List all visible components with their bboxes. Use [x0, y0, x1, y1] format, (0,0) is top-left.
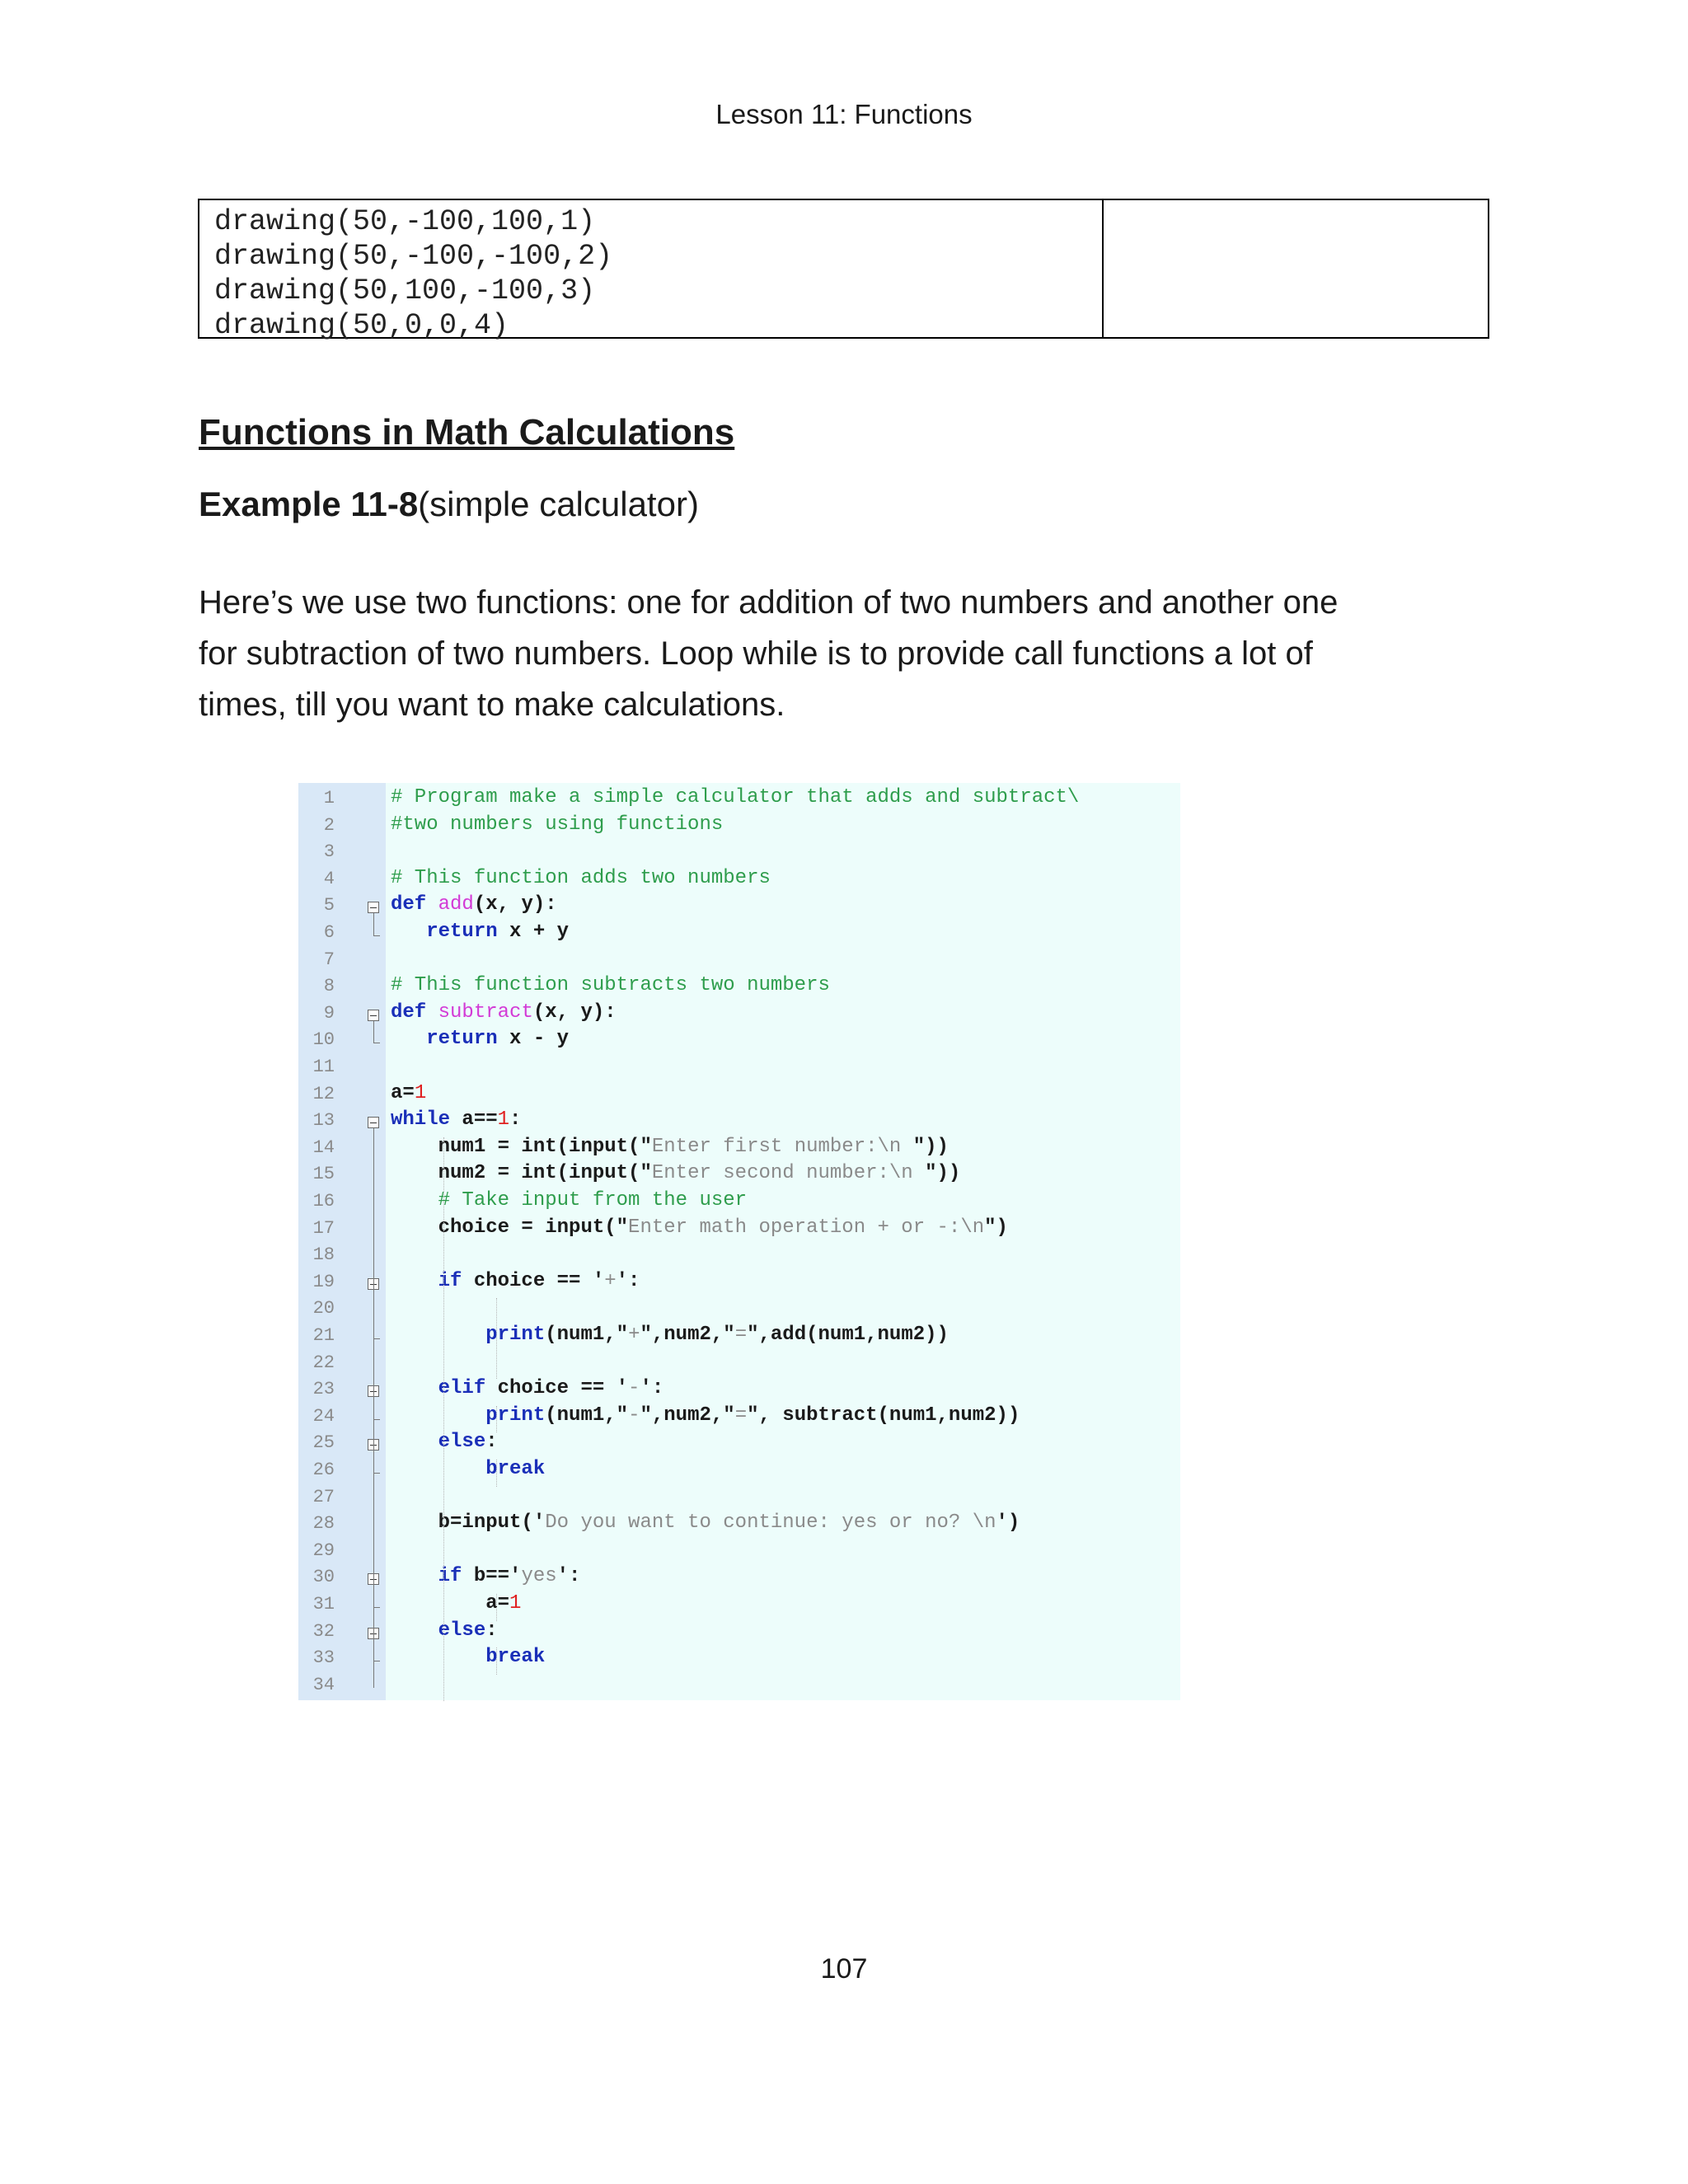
code-line: num2 = int(input("Enter second number:\n "))	[391, 1162, 961, 1185]
line-number: 7	[323, 949, 335, 970]
line-number: 32	[312, 1620, 335, 1642]
code-line: print(num1,"+",num2,"=",add(num1,num2))	[485, 1324, 949, 1346]
fold-toggle-icon[interactable]	[368, 1010, 379, 1021]
code-line: #two numbers using functions	[391, 813, 724, 836]
line-number: 2	[323, 814, 335, 836]
line-number: 11	[312, 1057, 335, 1077]
fold-line	[373, 1128, 374, 1688]
page-number: 107	[820, 1953, 868, 1985]
code-line: while a==1:	[391, 1108, 522, 1132]
fold-toggle-icon[interactable]	[368, 902, 379, 913]
line-number: 23	[312, 1379, 335, 1400]
code-editor-screenshot	[298, 783, 1180, 1700]
line-number: 6	[323, 922, 335, 943]
code-line: # This function adds two numbers	[391, 866, 771, 889]
code-line: a=1	[391, 1081, 427, 1104]
line-number-gutter	[298, 783, 364, 1700]
line-number: 34	[312, 1674, 335, 1695]
line-number: 5	[323, 895, 335, 916]
code-line: drawing(50,-100,-100,2)	[214, 240, 613, 273]
line-number: 27	[312, 1486, 335, 1507]
fold-toggle-icon[interactable]	[368, 1117, 379, 1128]
code-line: if b=='yes':	[438, 1565, 581, 1588]
line-number: 28	[312, 1513, 335, 1535]
code-line: # Program make a simple calculator that adds and subtract\	[391, 786, 1080, 808]
code-line: drawing(50,-100,100,1)	[214, 205, 596, 238]
example-title	[199, 485, 699, 524]
line-number: 24	[312, 1405, 335, 1427]
fold-end-mark	[373, 1419, 380, 1420]
line-number: 17	[312, 1217, 335, 1239]
indent-guide	[496, 1406, 497, 1433]
line-number: 13	[312, 1110, 335, 1132]
section-title: Functions in Math Calculations	[199, 412, 735, 452]
indent-guide	[443, 1137, 444, 1702]
line-number: 10	[312, 1029, 335, 1051]
line-number: 20	[312, 1298, 335, 1319]
code-line: # Take input from the user	[438, 1189, 748, 1212]
line-number: 26	[312, 1460, 335, 1480]
paragraph-line: times, till you want to make calculations.	[199, 687, 785, 723]
example-subtitle: (simple calculator)	[418, 485, 699, 523]
line-number: 3	[323, 841, 335, 863]
code-area	[386, 783, 1180, 1700]
paragraph-line: Here’s we use two functions: one for addition of two numbers and another one	[199, 584, 1339, 621]
code-line: drawing(50,100,-100,3)	[214, 274, 596, 307]
line-number: 1	[323, 788, 335, 808]
line-number: 22	[312, 1352, 335, 1373]
line-number: 19	[312, 1271, 335, 1292]
fold-line	[373, 913, 374, 935]
page-header: Lesson 11: Functions	[715, 99, 973, 129]
line-number: 25	[312, 1432, 335, 1454]
code-table	[198, 199, 1489, 342]
code-line: if choice == '+':	[438, 1269, 640, 1292]
line-number: 14	[312, 1137, 335, 1158]
code-line: # This function subtracts two numbers	[391, 974, 830, 997]
line-number: 16	[312, 1191, 335, 1212]
code-cell	[199, 200, 1104, 342]
code-line: drawing(50,0,0,4)	[214, 309, 509, 342]
code-line: a=1	[391, 1592, 522, 1615]
code-line: def subtract(x, y):	[391, 1001, 617, 1024]
line-number: 31	[312, 1594, 335, 1615]
line-number: 4	[323, 868, 335, 889]
line-number: 12	[312, 1083, 335, 1104]
paragraph-line: for subtraction of two numbers. Loop while is to provide call functions a lot of	[199, 635, 1313, 672]
line-number: 33	[312, 1647, 335, 1669]
fold-end-mark	[373, 935, 380, 936]
indent-guide	[496, 1298, 497, 1379]
code-line: break	[485, 1646, 546, 1669]
description-paragraph	[199, 577, 1484, 730]
line-number: 9	[323, 1002, 335, 1024]
code-line: elif choice == '-':	[438, 1377, 664, 1400]
code-line: else:	[438, 1619, 498, 1642]
fold-margin	[364, 783, 386, 1700]
code-line: return x - y	[426, 1028, 570, 1051]
indent-guide	[496, 1594, 497, 1621]
line-number: 29	[312, 1540, 335, 1561]
line-number: 8	[323, 976, 335, 997]
code-line: else:	[438, 1431, 498, 1454]
fold-end-mark	[373, 1338, 380, 1339]
empty-output-cell	[1104, 200, 1488, 337]
line-number: 30	[312, 1567, 335, 1588]
code-line: b=input('Do you want to continue: yes or no? \n')	[391, 1511, 1020, 1535]
indent-guide	[496, 1647, 497, 1675]
code-line: num1 = int(input("Enter first number:\n "))	[391, 1135, 949, 1158]
line-number: 18	[312, 1244, 335, 1266]
line-number: 21	[312, 1325, 335, 1346]
fold-end-mark	[373, 1473, 380, 1474]
code-line: choice = input("Enter math operation + or -:\n")	[391, 1216, 1008, 1239]
line-number: 15	[312, 1164, 335, 1185]
code-line: break	[485, 1458, 546, 1480]
example-label: Example 11-8	[199, 485, 419, 523]
fold-end-mark	[373, 1607, 380, 1608]
indent-guide	[496, 1460, 497, 1487]
fold-line	[373, 1021, 374, 1043]
code-line: print(num1,"-",num2,"=", subtract(num1,num2))	[485, 1404, 1020, 1427]
code-line: return x + y	[426, 921, 570, 943]
code-line: def add(x, y):	[391, 893, 557, 916]
